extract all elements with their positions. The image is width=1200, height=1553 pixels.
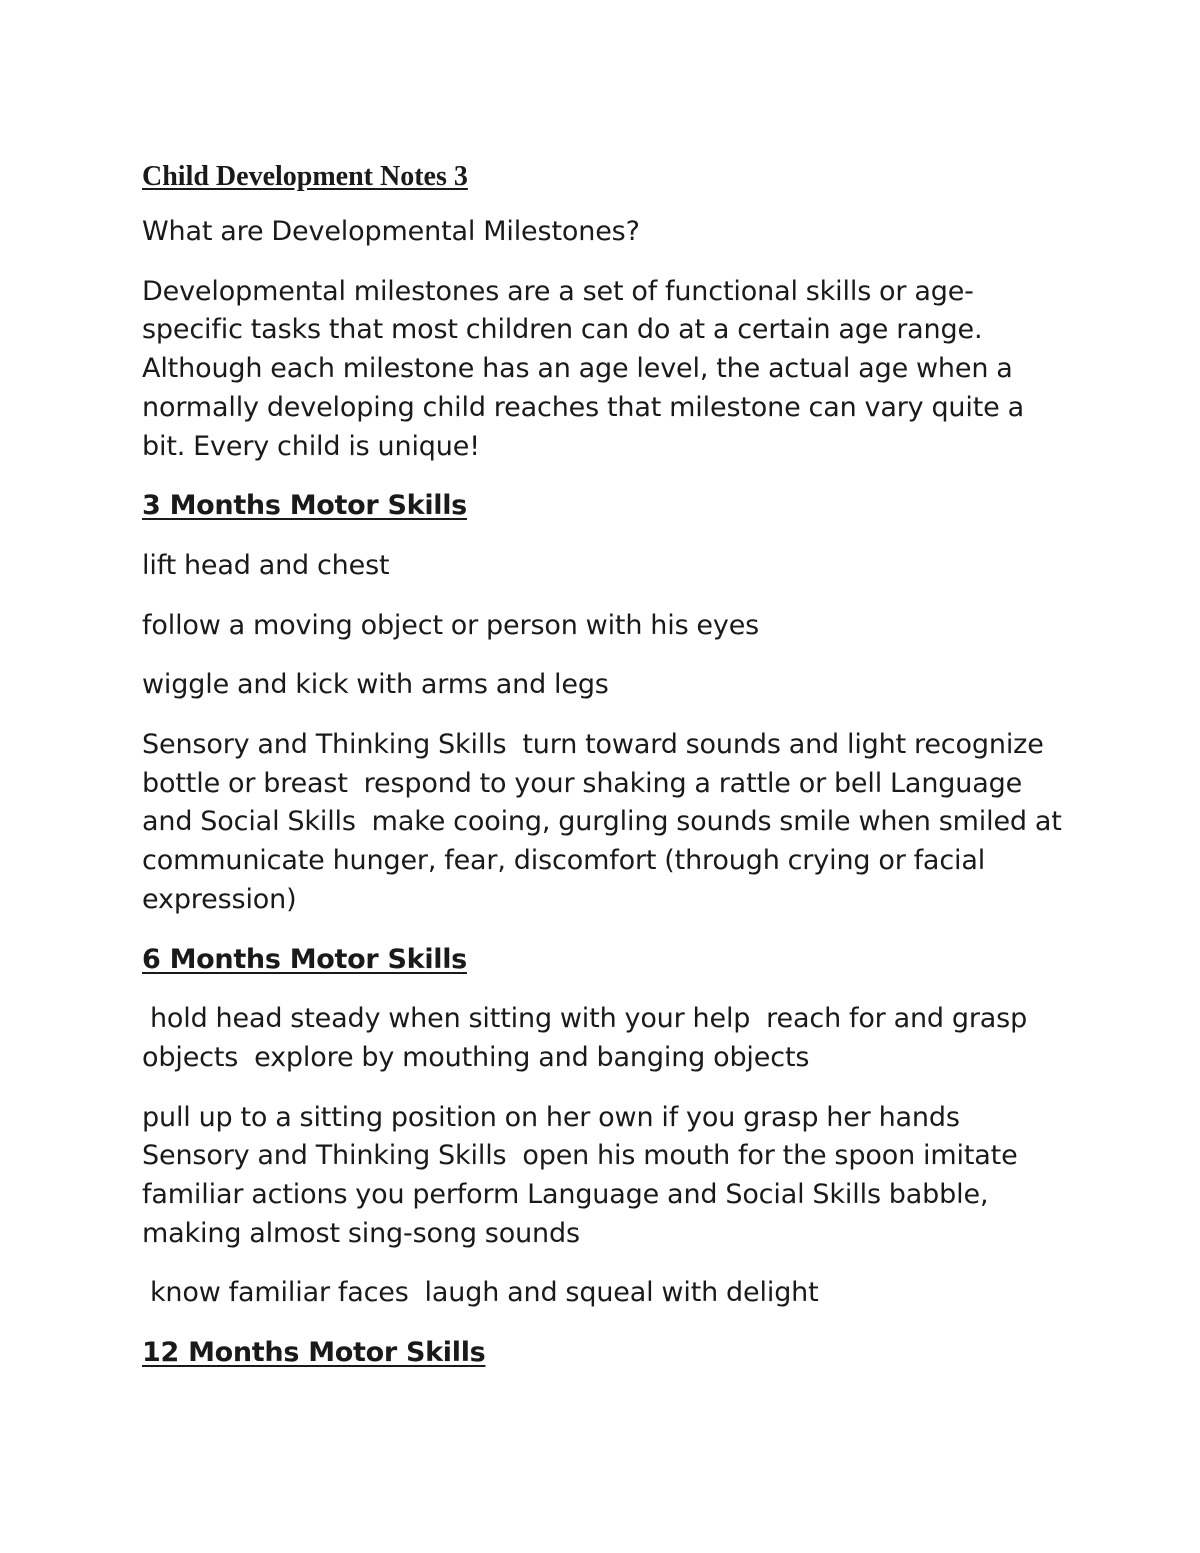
document-title: Child Development Notes 3: [142, 161, 468, 192]
milestone-item: wiggle and kick with arms and legs: [142, 669, 609, 701]
milestone-paragraph: know familiar faces laugh and squeal with delight: [142, 1277, 819, 1309]
milestone-paragraph: pull up to a sitting position on her own if you grasp her hands Sensory and Thinking Skills open his mouth for the spoon imitate familiar actions you perform Language and Social Skills babble, making almost sing-song sounds: [142, 1101, 1026, 1249]
milestone-paragraph: hold head steady when sitting with your help reach for and grasp objects explore by mouthing and banging objects: [142, 1003, 1036, 1073]
milestone-paragraph: Sensory and Thinking Skills turn toward sounds and light recognize bottle or breast respond to your shaking a rattle or bell Language and Social Skills make cooing, gurgling sounds smile when smiled at communicate hunger, fear, discomfort (through crying or facial expression): [142, 729, 1078, 915]
section-heading-6-months: 6 Months Motor Skills: [142, 943, 467, 975]
question-paragraph: What are Developmental Milestones?: [142, 216, 640, 247]
document-page: [142, 157, 1078, 1394]
section-heading-3-months: 3 Months Motor Skills: [142, 490, 467, 522]
milestone-item: follow a moving object or person with his eyes: [142, 609, 760, 641]
section-heading-12-months: 12 Months Motor Skills: [142, 1337, 486, 1369]
definition-paragraph: Developmental milestones are a set of functional skills or age-specific tasks that most children can do at a certain age range. Although each milestone has an age level, the actual age when a normally developing child reaches that milestone can vary quite a bit. Every child is unique!: [142, 275, 1032, 462]
milestone-item: lift head and chest: [142, 549, 390, 581]
